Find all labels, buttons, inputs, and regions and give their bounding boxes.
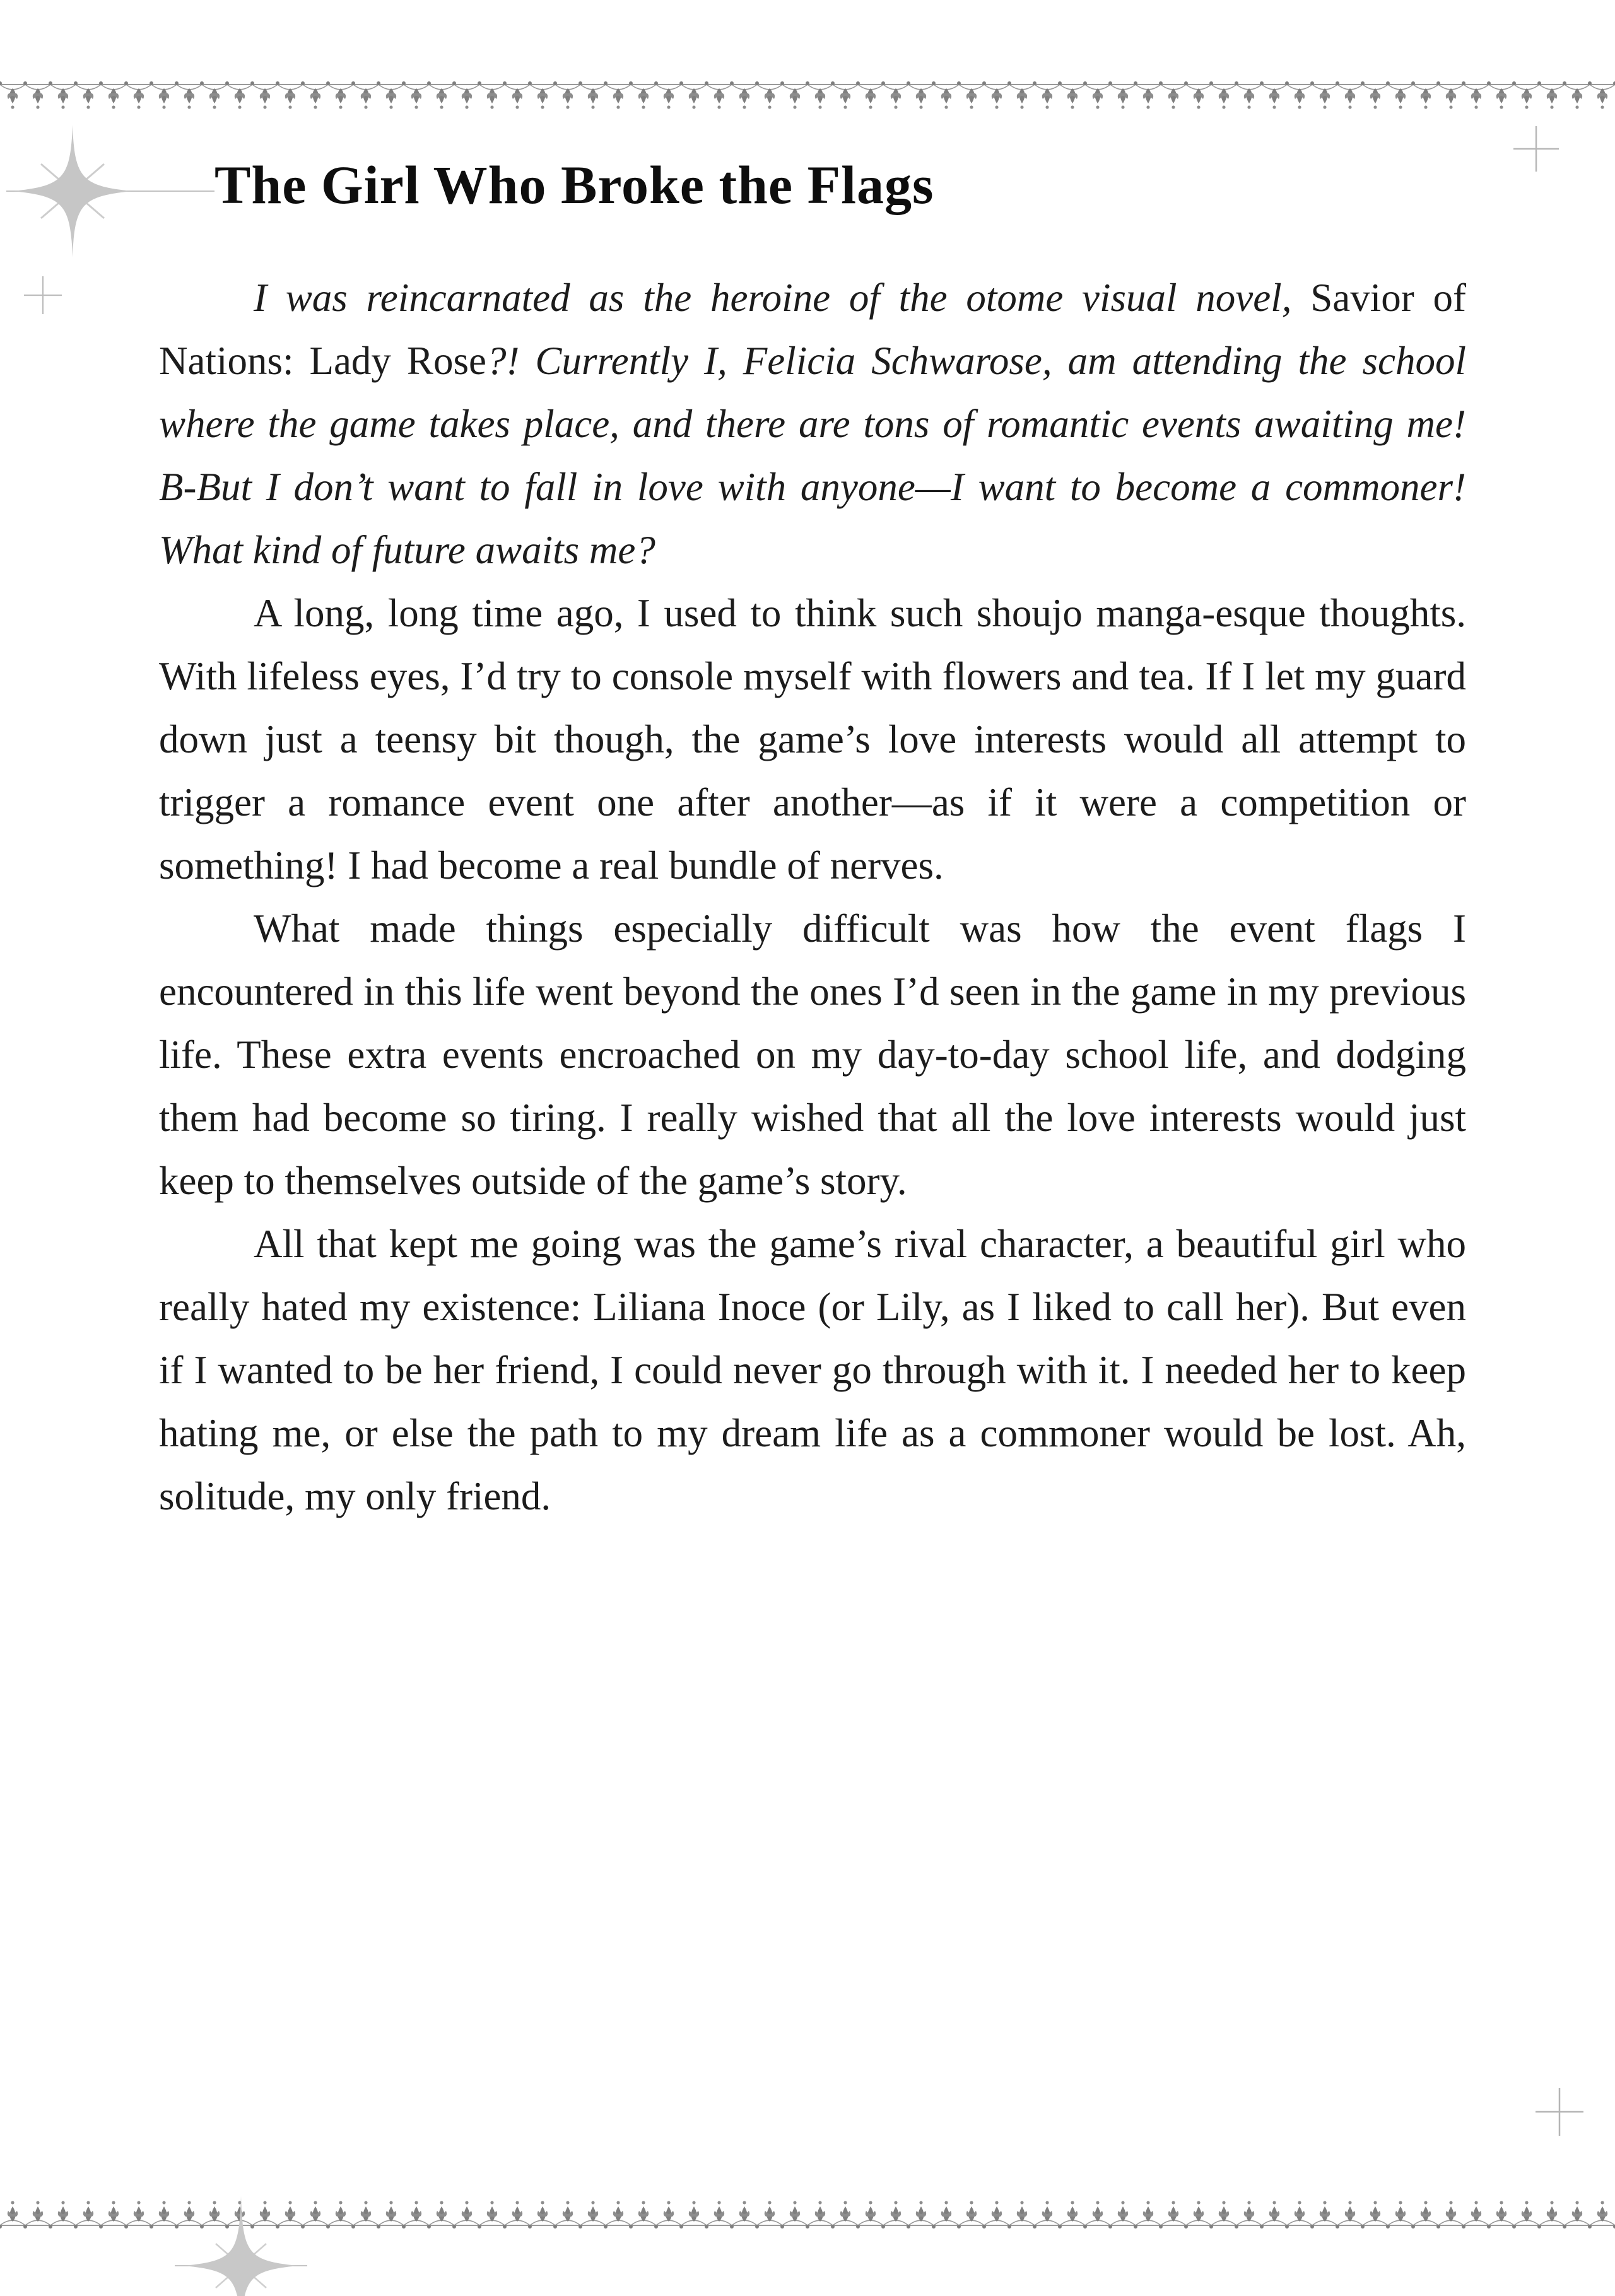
plus-sparkle-icon	[1533, 2085, 1586, 2138]
chapter-title: The Girl Who Broke the Flags	[214, 155, 934, 215]
game-title-text: Savior of Nations: Lady Rose	[159, 276, 1466, 383]
intro-italic-lead: I was reincarnated as the heroine of the otome visual novel,	[254, 276, 1311, 320]
body-paragraph-2: What made things especially difficult was how the event flags I encountered in this life went beyond the ones I’d seen in the game in my previous life. These extra events encroached on my day-to-day school life, and dodging them had become so tiring. I really wished that all the love interests would just keep to themselves outside of the game’s story.	[159, 906, 1466, 1203]
four-point-star-icon	[0, 100, 246, 283]
chapter-body	[159, 266, 1466, 1528]
four-point-star-icon	[165, 2177, 317, 2296]
body-paragraph-1: A long, long time ago, I used to think such shoujo manga-esque thoughts. With lifeless eyes, I’d try to console myself with flowers and tea. If I let my guard down just a teensy bit though, the game’s love interests would all attempt to trigger a romance event one after another—as if it were a competition or something! I had become a real bundle of nerves.	[159, 591, 1466, 887]
plus-sparkle-icon	[20, 272, 66, 318]
intro-paragraph	[159, 266, 1466, 582]
body-paragraph-3: All that kept me going was the game’s rival character, a beautiful girl who really hated my existence: Liliana Inoce (or Lily, as I liked to call her). But even if I wanted to be her friend, I could never go through with it. I needed her to keep hating me, or else the path to my dream life as a commoner would be lost. Ah, solitude, my only friend.	[159, 1222, 1466, 1518]
plus-sparkle-icon	[1511, 124, 1561, 174]
intro-italic-tail: ?! Currently I, Felicia Schwarose, am attending the school where the game takes place, and there are tons of romantic events awaiting me! B-But I don’t want to fall in love with anyone—I want to become a commoner! What kind of future awaits me?	[159, 339, 1466, 572]
